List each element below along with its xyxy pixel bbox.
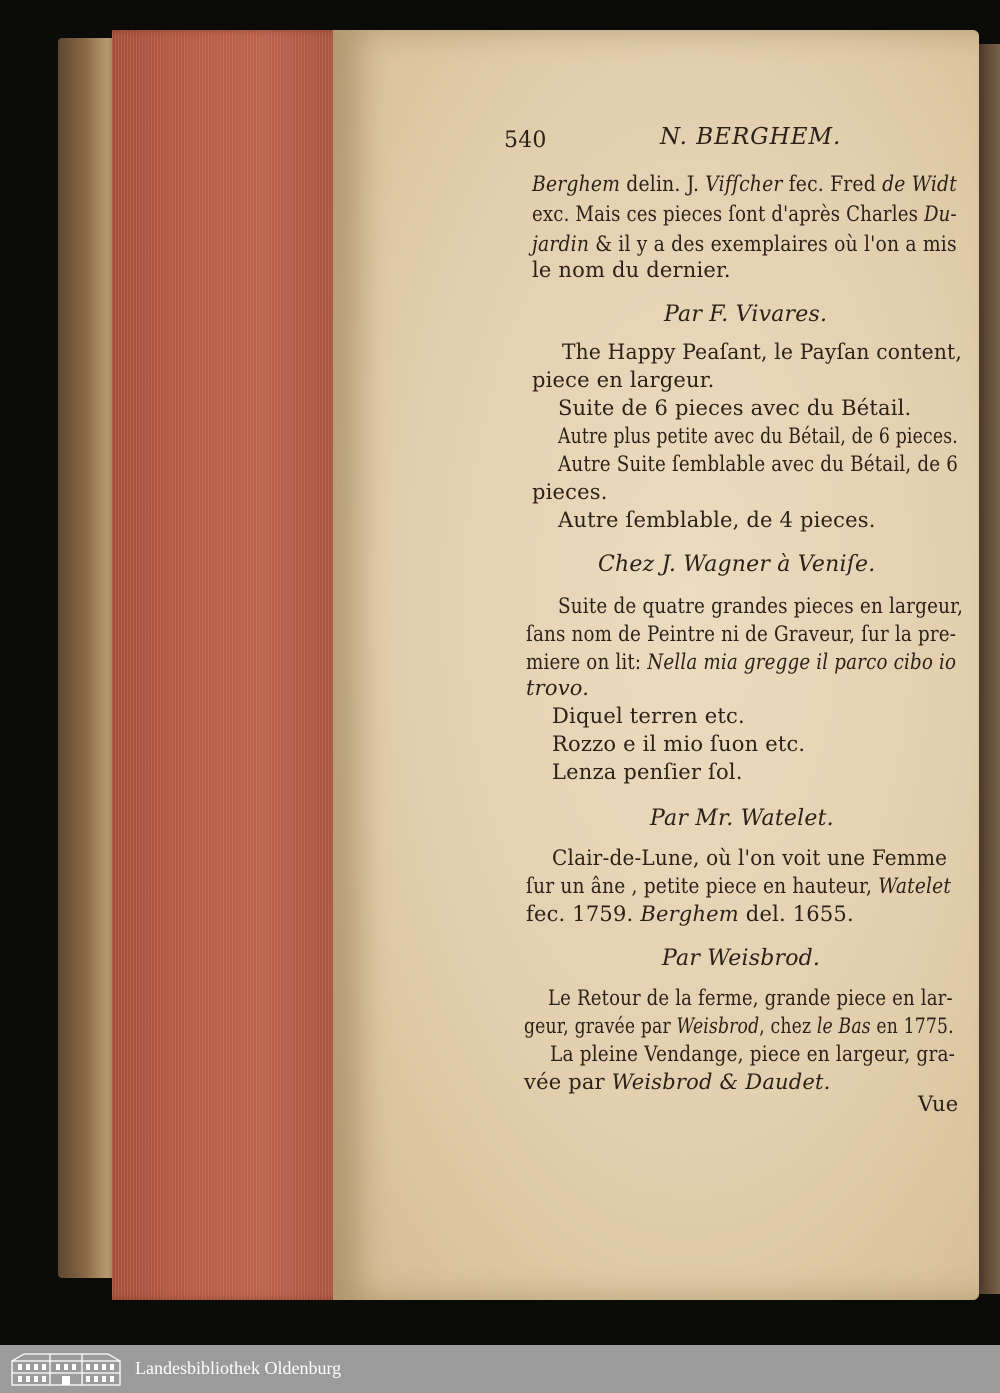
roman-segment: Autre ſemblable, de 4 pieces. xyxy=(558,508,876,532)
running-head: N. BERGHEM. xyxy=(660,124,842,150)
footer-bar xyxy=(0,1345,1000,1393)
italic-segment: Chez J. Wagner à Veniſe. xyxy=(598,552,876,577)
roman-segment: Le Retour de la ferme, grande piece en lar- xyxy=(548,986,953,1010)
text-line xyxy=(526,622,956,646)
italic-segment: Berghem xyxy=(640,902,739,926)
roman-segment: Clair-de-Lune, où l'on voit une Femme xyxy=(552,846,948,870)
text-line xyxy=(550,1042,955,1066)
italic-segment: Nella mia gregge il parco cibo io xyxy=(647,650,957,674)
roman-segment: , chez xyxy=(759,1014,817,1038)
italic-segment: Vifſcher xyxy=(705,172,783,196)
text-line xyxy=(532,258,731,282)
text-line xyxy=(524,1014,954,1038)
text-line xyxy=(558,424,958,448)
roman-segment: Autre Suite ſemblable avec du Bétail, de 6 xyxy=(558,452,959,476)
text-line xyxy=(552,846,947,870)
italic-segment: Watelet xyxy=(878,874,951,898)
roman-segment: geur, gravée par xyxy=(524,1014,677,1038)
text-line xyxy=(532,202,957,226)
italic-segment: Berghem xyxy=(532,172,621,196)
roman-segment: Suite de quatre grandes pieces en largeur, xyxy=(558,594,964,618)
roman-segment: Autre plus petite avec du Bétail, de 6 pieces. xyxy=(558,424,958,448)
text-line xyxy=(558,452,958,476)
roman-segment: piece en largeur. xyxy=(532,368,715,392)
roman-segment: fec. 1759. xyxy=(526,902,641,926)
roman-segment: le nom du dernier. xyxy=(532,258,731,282)
roman-segment: delin. J. xyxy=(620,172,706,196)
library-building-icon xyxy=(10,1351,122,1387)
italic-segment: trovo. xyxy=(526,676,590,700)
section-heading xyxy=(650,806,834,831)
text-line xyxy=(532,172,957,196)
roman-segment: & il y a des exemplaires où l'on a mis xyxy=(589,232,957,256)
text-line xyxy=(532,232,957,256)
page-number: 540 xyxy=(504,128,547,153)
roman-segment: exc. Mais ces pieces ſont d'après Charles xyxy=(532,202,924,226)
roman-segment: pieces. xyxy=(532,480,608,504)
section-heading xyxy=(598,552,875,577)
text-line xyxy=(524,1070,831,1094)
roman-segment: Diquel terren etc. xyxy=(552,704,745,728)
italic-segment: Par Weisbrod. xyxy=(662,946,821,971)
roman-segment: La pleine Vendange, piece en largeur, gra- xyxy=(550,1042,956,1066)
text-line xyxy=(558,594,963,618)
roman-segment: The Happy Peaſant, le Payſan content, xyxy=(562,340,962,364)
roman-segment: miere on lit: xyxy=(526,650,648,674)
text-line xyxy=(526,902,854,926)
italic-segment: Weisbrod xyxy=(676,1014,760,1038)
roman-segment: ſur un âne , petite piece en hauteur, xyxy=(526,874,879,898)
italic-segment: Weisbrod & Daudet. xyxy=(611,1070,831,1094)
roman-segment: Rozzo e il mio ſuon etc. xyxy=(552,732,806,756)
text-line xyxy=(526,676,589,700)
text-line xyxy=(532,368,715,392)
roman-segment: del. 1655. xyxy=(738,902,854,926)
text-line xyxy=(558,396,911,420)
text-line xyxy=(526,874,951,898)
italic-segment: Par Mr. Watelet. xyxy=(650,806,834,831)
italic-segment: jardin xyxy=(532,232,590,256)
catchword: Vue xyxy=(918,1092,959,1116)
text-line xyxy=(552,704,745,728)
text-line xyxy=(552,760,743,784)
roman-segment: Suite de 6 pieces avec du Bétail. xyxy=(558,396,912,420)
italic-segment: Du- xyxy=(923,202,957,226)
section-heading xyxy=(664,302,827,327)
roman-segment: vée par xyxy=(524,1070,612,1094)
italic-segment: Par F. Vivares. xyxy=(664,302,828,327)
library-name: Landesbibliothek Oldenburg xyxy=(135,1358,342,1378)
text-line xyxy=(548,986,953,1010)
text-line xyxy=(558,508,876,532)
roman-segment: en 1775. xyxy=(870,1014,954,1038)
text-line xyxy=(526,650,956,674)
roman-segment: Lenza penſier ſol. xyxy=(552,760,743,784)
text-line xyxy=(532,480,608,504)
italic-segment: de Widt xyxy=(882,172,957,196)
text-line xyxy=(552,732,805,756)
roman-segment: ſans nom de Peintre ni de Graveur, ſur la pre- xyxy=(526,622,957,646)
text-line xyxy=(562,340,962,364)
section-heading xyxy=(662,946,820,971)
italic-segment: le Bas xyxy=(816,1014,871,1038)
roman-segment: fec. Fred xyxy=(782,172,883,196)
page-edges-block xyxy=(112,30,362,1300)
